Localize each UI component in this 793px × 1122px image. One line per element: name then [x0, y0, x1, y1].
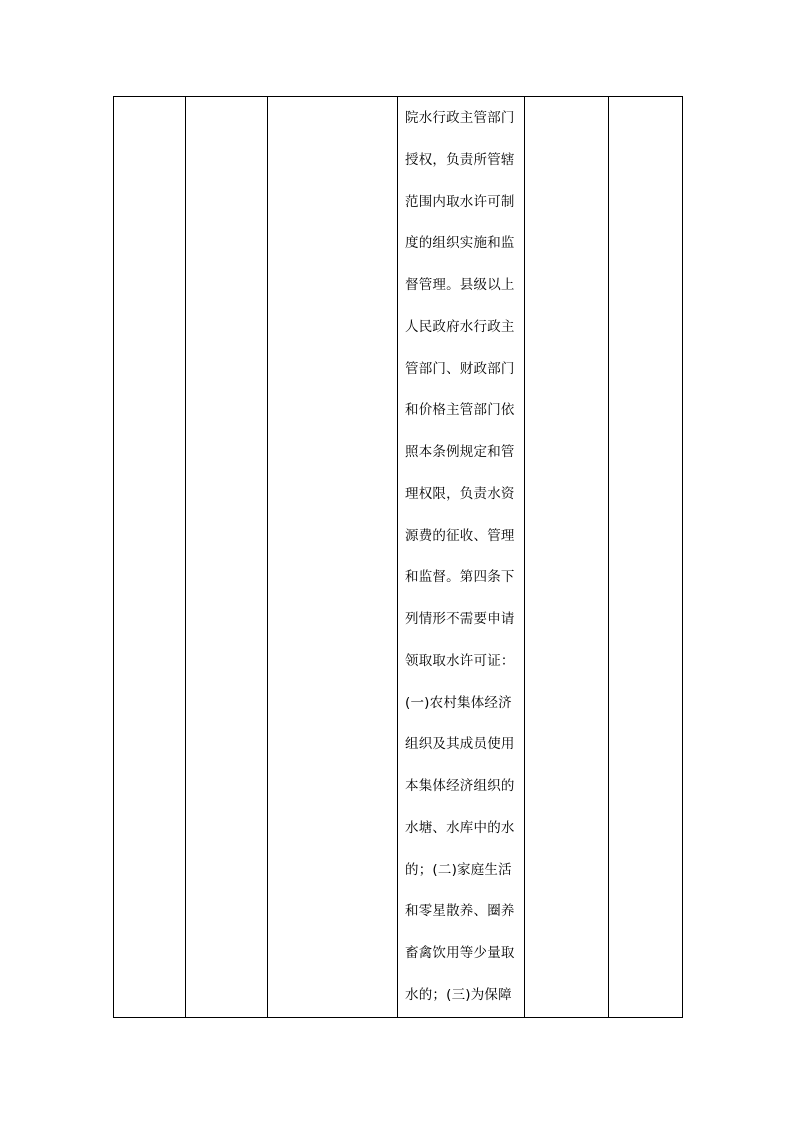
text-line: 领取取水许可证： — [405, 652, 515, 669]
text-line: 管部门、财政部门 — [405, 360, 515, 377]
text-line: 理权限，负责水资 — [405, 485, 515, 502]
text-line: 照本条例规定和管 — [405, 444, 515, 460]
table-cell-basis-text — [398, 97, 525, 1018]
text-line: 列情形不需要申请 — [405, 611, 515, 627]
table-cell-empty — [525, 97, 609, 1018]
text-line: 授权，负责所管辖 — [405, 151, 515, 168]
text-line: 和监督。第四条下 — [405, 569, 515, 586]
text-line: 人民政府水行政主 — [405, 318, 515, 335]
text-line: 度的组织实施和监 — [405, 235, 515, 252]
table-cell-empty — [114, 97, 186, 1018]
table-cell-empty — [186, 97, 268, 1018]
text-line: 督管理。县级以上 — [405, 277, 515, 293]
text-line: 和零星散养、圈养 — [405, 903, 515, 920]
regulation-table — [113, 96, 683, 1018]
text-line: 范围内取水许可制 — [405, 193, 515, 210]
text-line: 畜禽饮用等少量取 — [405, 945, 515, 961]
text-line: 本集体经济组织的 — [405, 778, 515, 794]
table-cell-empty — [609, 97, 683, 1018]
table-cell-empty — [268, 97, 398, 1018]
text-line: 和价格主管部门依 — [405, 402, 515, 419]
text-line: 水的；(三)为保障 — [405, 986, 512, 1003]
text-line: (一)农村集体经济 — [405, 694, 512, 711]
text-line: 源费的征收、管理 — [405, 527, 515, 544]
table-row — [114, 97, 683, 1018]
text-line: 组织及其成员使用 — [405, 736, 515, 753]
text-line: 水塘、水库中的水 — [405, 819, 515, 836]
text-line: 的；(二)家庭生活 — [405, 861, 512, 878]
text-line: 院水行政主管部门 — [405, 110, 515, 126]
